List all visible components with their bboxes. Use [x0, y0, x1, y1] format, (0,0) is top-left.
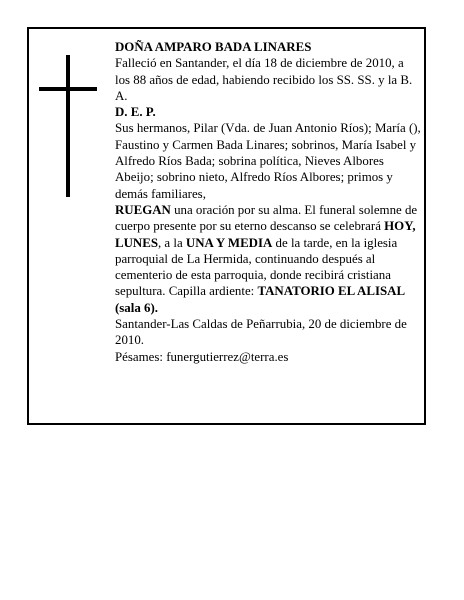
family-list: Sus hermanos, Pilar (Vda. de Juan Antonio Ríos); María (), Faustino y Carmen Bada Linares; sobrinos, María Isabel y Alfredo Ríos Bada; sobrina política, Nieves Albores Abeijo; sobrino nieto, Alfredo Ríos Albores; primos y demás familiares, [115, 121, 421, 201]
cross-vertical-bar [66, 55, 70, 197]
cross-horizontal-bar [39, 87, 97, 91]
deceased-name: DOÑA AMPARO BADA LINARES [115, 40, 312, 54]
funeral-time: UNA Y MEDIA [185, 235, 273, 250]
request-text: , a la [157, 235, 186, 250]
obituary-notice [27, 27, 426, 425]
rip-line: D. E. P. [115, 105, 156, 120]
death-statement: Falleció en Santander, el día 18 de diciembre de 2010, a los 88 años de edad, habiendo recibido los SS. SS. y la B. A. [115, 56, 413, 103]
place-and-date: Santander-Las Caldas de Peñarrubia, 20 de diciembre de 2010. [115, 317, 407, 348]
notice-text [115, 39, 421, 365]
latin-cross-icon [39, 55, 97, 197]
request-verb: RUEGAN [115, 202, 171, 217]
funeral-day: HOY, LUNES [115, 219, 416, 250]
chapel-location: TANATORIO EL ALISAL (sala 6). [115, 284, 405, 315]
request-text: de la tarde, en la iglesia parroquial de La Hermida, continuando después al cementerio de esta parroquia, donde recibirá cristiana sepultura. Capilla ardiente: [115, 235, 398, 299]
condolences-contact: Pésames: funergutierrez@terra.es [115, 349, 289, 364]
request-text: una oración por su alma. El funeral solemne de cuerpo presente por su eterno descanso se celebrará [115, 202, 418, 234]
funeral-paragraph [115, 202, 421, 316]
